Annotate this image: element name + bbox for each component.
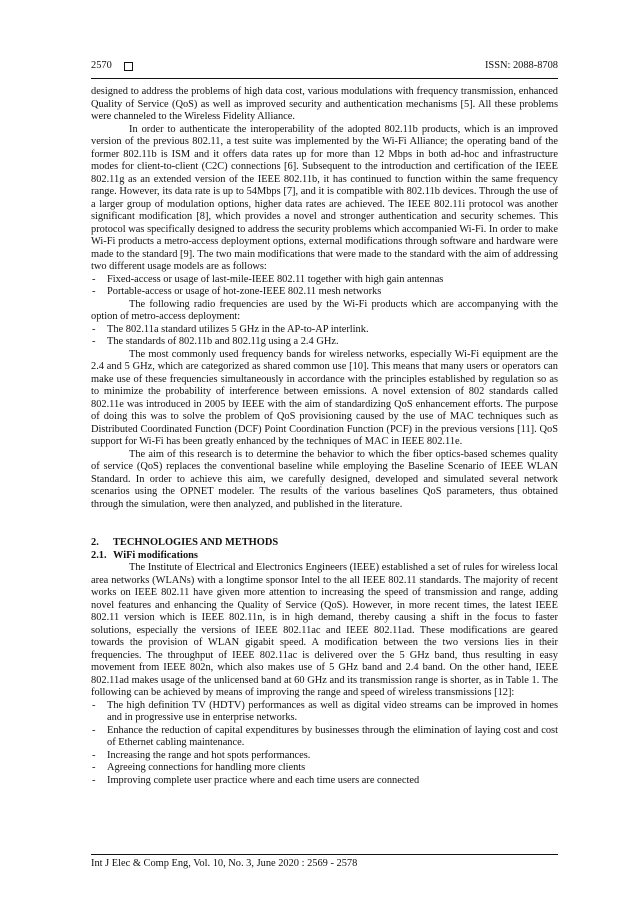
paragraph: The aim of this research is to determine the behavior to which the fiber optics-based schemes quality of service (QoS) replaces the conventional baseline while employing the Baseline Scenario of IEEE WLAN Standard. In order to achieve this aim, we carefully designed, developed and simulated several network scenarios using the OPNET modeler. The results of the various baselines QoS parameters, thus obtained through the simulation, were then analyzed, and published in the literature. <box>91 448 558 510</box>
list-item: - The high definition TV (HDTV) performances as well as digital video streams can be improved in homes and in progressive use in enterprise networks. <box>91 700 558 725</box>
subsection-title: WiFi modifications <box>113 549 198 561</box>
footer-rule <box>91 854 558 855</box>
header-rule <box>91 78 558 79</box>
section-number: 2. <box>91 537 99 548</box>
journal-footer: Int J Elec & Comp Eng, Vol. 10, No. 3, June 2020 : 2569 - 2578 <box>91 858 358 869</box>
radio-frequency-list <box>91 324 558 349</box>
list-item: - The 802.11a standard utilizes 5 GHz in the AP-to-AP interlink. <box>91 324 558 337</box>
list-item: - Enhance the reduction of capital expenditures by businesses through the elimination of laying cost and cost of Ethernet cabling maintenance. <box>91 725 558 750</box>
subsection-number: 2.1. <box>91 549 107 561</box>
paragraph: designed to address the problems of high data cost, various modulations with frequency transmission, enhanced Quality of Service (QoS) as well as improved security and authentication mechanisms [5]. All these problems were channeled to the Wireless Fidelity Alliance. <box>91 86 558 122</box>
usage-models-list <box>91 274 558 299</box>
improvements-list <box>91 700 558 788</box>
section-heading <box>91 537 558 550</box>
paragraph: The most commonly used frequency bands for wireless networks, especially Wi-Fi equipment are the 2.4 and 5 GHz, which are categorized as shared common use [10]. This means that many users or operators can make use of these frequencies simultaneously in accordance with the principles established by regulation so as to minimize the probability of interference between emissions. A novel extension of 802 standards called 802.11e was introduced in 2005 by IEEE with the aim of standardizing QoS enhancement efforts. The purpose of doing this was to solve the problem of QoS provisioning caused by the use of MAC techniques such as Distributed Coordinated Function (DCF) Point Coordination Function (PCF) in the previous versions [11]. QoS support for Wi-Fi has been greatly enhanced by the techniques of MAC in IEEE 802.11e. <box>91 348 558 447</box>
issn-label: ISSN: 2088-8708 <box>484 60 558 71</box>
list-item: - Portable-access or usage of hot-zone-IEEE 802.11 mesh networks <box>91 286 558 299</box>
list-item: - Increasing the range and hot spots performances. <box>91 750 558 763</box>
subsection-heading <box>91 550 558 563</box>
running-header <box>91 60 558 74</box>
paragraph: In order to authenticate the interoperability of the adopted 802.11b products, which is an improved version of the previous 802.11, a test suite was implemented by the Wi-Fi Alliance; the operating band of the former 802.11b is ISM and it offers data rates up for more than 12 Mbps in both ad-hoc and infrastructure modes for client-to-client (C2C) connections [6]. Subsequent to the introduction and certification of the IEEE 802.11g as an extended version of the IEEE 802.11b, it has continued to function within the same frequency range. However, its data rate is up to 54Mbps [7], and it is compatible with 802.11b devices. Through the use of a larger group of modulation options, higher data rates are achieved. The IEEE 802.11i protocol was another significant modification [8], which provides a novel and stronger authentication and security schemes. This protocol was specifically designed to address the security problems which accompanied Wi-Fi. In order to make Wi-Fi products a metro-access deployment options, external modifications through software and hardware were made to the standard [9]. The two main modifications that were made to the standard with the aim of addressing two different usage models are as follows: <box>91 123 558 272</box>
list-item: - Agreeing connections for handling more clients <box>91 762 558 775</box>
paragraph: The following radio frequencies are used by the Wi-Fi products which are accompanying with the option of metro-access deployment: <box>91 298 558 322</box>
list-item: - The standards of 802.11b and 802.11g using a 2.4 GHz. <box>91 336 558 349</box>
paper-page <box>91 0 558 902</box>
main-text <box>91 86 558 787</box>
list-item: - Improving complete user practice where and each time users are connected <box>91 775 558 788</box>
section-title: TECHNOLOGIES AND METHODS <box>113 537 279 548</box>
page-number: 2570 <box>91 60 112 71</box>
list-item: - Fixed-access or usage of last-mile-IEEE 802.11 together with high gain antennas <box>91 274 558 287</box>
square-bullet-icon <box>124 62 133 71</box>
paragraph: The Institute of Electrical and Electronics Engineers (IEEE) established a set of rules for wireless local area networks (WLANs) with a longtime sponsor Intel to the all IEEE 802.11 standards. The majority of recent works on IEEE 802.11 have given more attention to increasing the speed of transmission and range, adding novel features and enhancing the Quality of Service (QoS). However, in more recent times, the latest IEEE 802.11 version which is IEEE 802.11n, is in high demand, thereby causing a shift in the focus to faster solutions, especially the versions of IEEE 802.11ac and IEEE 802.11ad. These modifications are geared towards the provision of WLAN gigabit speed. A modification between the two versions lies in their frequencies. The throughput of IEEE 802.11ac is delivered over the 5 GHz band, thus resulting in easy movement from IEEE 802n, which also makes use of 5 GHz band and 2.4 band. On the other hand, IEEE 802.11ad makes usage of the unlicensed band at 60 GHz and its transmission range is shorter, as in Table 1. The following can be achieved by means of improving the range and speed of wireless transmissions [12]: <box>91 562 558 698</box>
